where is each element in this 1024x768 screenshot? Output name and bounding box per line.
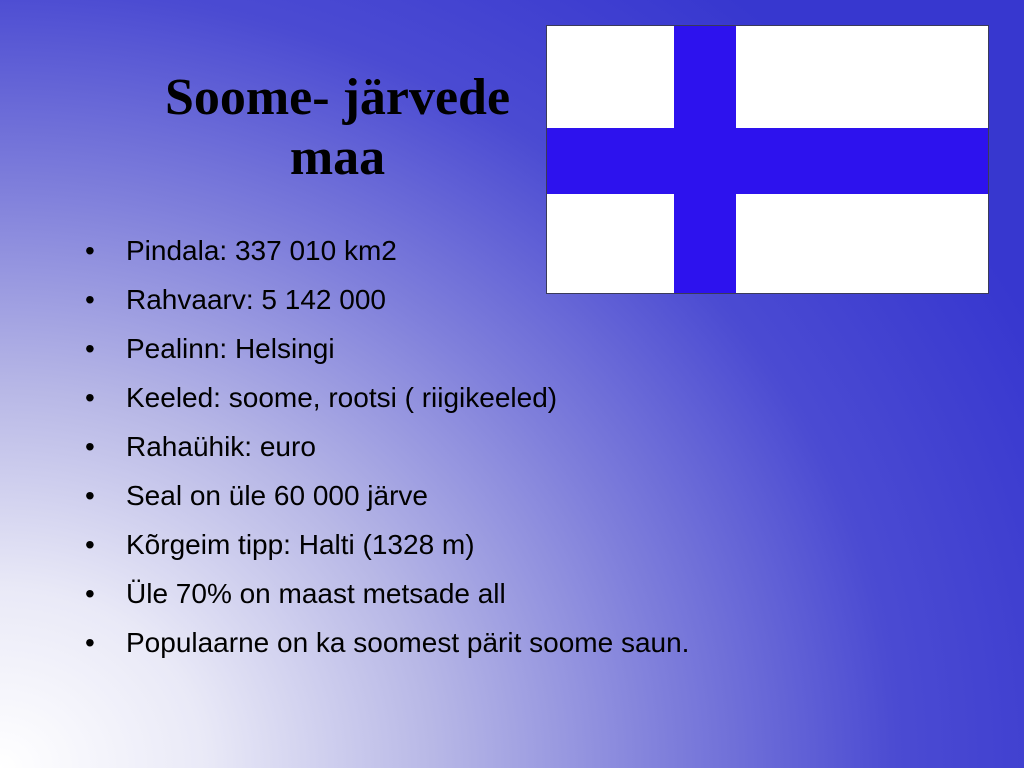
bullet-item — [85, 618, 689, 667]
bullet-dot: • — [85, 529, 95, 560]
bullet-dot: • — [85, 627, 95, 658]
bullet-item — [85, 324, 689, 373]
bullet-item — [85, 471, 689, 520]
bullet-text: Seal on üle 60 000 järve — [126, 480, 428, 511]
flag-cross-horizontal — [547, 128, 988, 194]
bullet-dot: • — [85, 578, 95, 609]
bullet-text: Rahvaarv: 5 142 000 — [126, 284, 386, 315]
bullet-list — [85, 226, 689, 667]
bullet-text: Pindala: 337 010 km2 — [126, 235, 397, 266]
bullet-text: Keeled: soome, rootsi ( riigikeeled) — [126, 382, 558, 413]
bullet-dot: • — [85, 284, 95, 315]
bullet-text: Kõrgeim tipp: Halti (1328 m) — [126, 529, 475, 560]
bullet-item — [85, 373, 689, 422]
bullet-item — [85, 275, 689, 324]
bullet-item — [85, 520, 689, 569]
bullet-item — [85, 226, 689, 275]
bullet-dot: • — [85, 431, 95, 462]
slide-title — [110, 68, 565, 188]
bullet-text: Populaarne on ka soomest pärit soome saun. — [126, 627, 690, 658]
bullet-text: Pealinn: Helsingi — [126, 333, 335, 364]
bullet-dot: • — [85, 333, 95, 364]
bullet-item — [85, 422, 689, 471]
bullet-text: Rahaühik: euro — [126, 431, 316, 462]
bullet-dot: • — [85, 480, 95, 511]
bullet-dot: • — [85, 382, 95, 413]
bullet-text: Üle 70% on maast metsade all — [126, 578, 506, 609]
bullet-dot: • — [85, 235, 95, 266]
slide-title-line-2: maa — [289, 129, 386, 186]
slide-title-line-1: Soome- järvede — [164, 69, 511, 126]
bullet-item — [85, 569, 689, 618]
